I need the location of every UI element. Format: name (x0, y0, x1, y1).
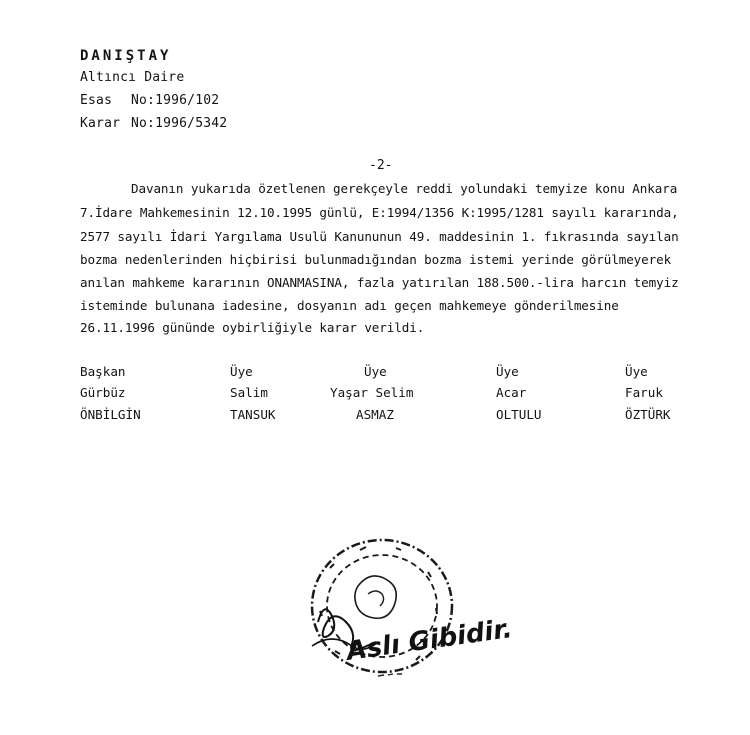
signatory-last-name: TANSUK (230, 407, 276, 422)
page-number: -2- (369, 158, 393, 173)
signatory-first-name: Faruk (625, 385, 663, 400)
esas-number: No:1996/102 (131, 93, 220, 108)
body-line: 7.İdare Mahkemesinin 12.10.1995 günlü, E:1994/1356 K:1995/1281 sayılı kararında, (80, 205, 679, 220)
chamber-name: Altıncı Daire (80, 70, 185, 85)
signatory-first-name: Acar (496, 385, 527, 400)
body-line: 2577 sayılı İdari Yargılama Usulü Kanununun 49. maddesinin 1. fıkrasında sayılan (80, 229, 679, 244)
signatory-role: Üye (230, 364, 253, 379)
signatory-last-name: OLTULU (496, 407, 542, 422)
signatory-role: Üye (364, 364, 387, 379)
body-line: 26.11.1996 gününde oybirliğiyle karar verildi. (80, 320, 425, 335)
signatory-last-name: ÖZTÜRK (625, 407, 671, 422)
signatory-last-name: ASMAZ (356, 407, 394, 422)
karar-number: No:1996/5342 (131, 116, 228, 131)
body-line: Davanın yukarıda özetlenen gerekçeyle reddi yolundaki temyize konu Ankara (131, 181, 678, 196)
signatory-role: Üye (496, 364, 519, 379)
court-name: DANIŞTAY (80, 48, 172, 64)
signatory-role: Üye (625, 364, 648, 379)
seal-stamp-icon (300, 528, 540, 728)
body-line: anılan mahkeme kararının ONANMASINA, fazla yatırılan 188.500.-lira harcın temyiz (80, 275, 679, 290)
signatory-last-name: ÖNBİLGİN (80, 407, 141, 422)
signatory-first-name: Yaşar Selim (330, 385, 414, 400)
signatory-first-name: Salim (230, 385, 268, 400)
signatory-first-name: Gürbüz (80, 385, 126, 400)
signatory-role: Başkan (80, 364, 126, 379)
body-line: bozma nedenlerinden hiçbirisi bulunmadığından bozma istemi yerinde görülmeyerek (80, 252, 672, 267)
esas-label: Esas (80, 93, 113, 108)
body-line: isteminde bulunana iadesine, dosyanın adı geçen mahkemeye gönderilmesine (80, 298, 619, 313)
stamp-text: Aslı Gibidir. (344, 614, 515, 667)
karar-label: Karar (80, 116, 121, 131)
official-seal (300, 528, 540, 728)
